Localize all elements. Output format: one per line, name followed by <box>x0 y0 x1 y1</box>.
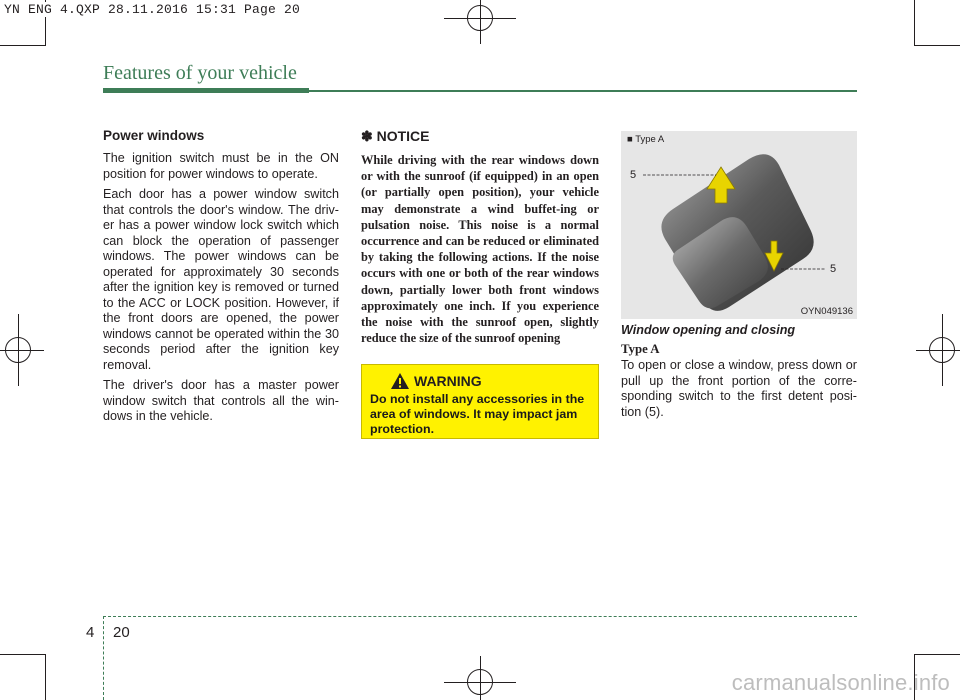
section-title: Features of your vehicle <box>103 62 297 84</box>
warning-box <box>361 364 599 439</box>
registration-cross <box>480 656 481 700</box>
figure-code: OYN049136 <box>800 306 853 317</box>
notice-heading: ✽ NOTICE <box>361 128 430 144</box>
section-heading: Power windows <box>103 128 205 143</box>
warning-text: Do not install any accessories in the area of windows. It may impact jam protection. <box>370 392 585 436</box>
callout-5-down: 5 <box>830 263 837 275</box>
crop-mark <box>45 654 46 700</box>
registration-cross <box>444 682 516 683</box>
footer-divider <box>103 616 104 700</box>
crop-mark <box>0 45 46 46</box>
window-opening-section <box>621 323 857 420</box>
window-switch-figure <box>621 131 857 319</box>
callout-5-up: 5 <box>630 169 637 181</box>
subheading: Window opening and closing <box>621 323 796 337</box>
paragraph: To open or close a window, press down or pull up the front portion of the corre-sponding switch to the first detent posi-tion (5). <box>621 358 857 419</box>
warning-title: WARNING <box>414 373 482 389</box>
notice-section <box>361 128 599 346</box>
crop-mark <box>914 0 915 46</box>
registration-cross <box>480 0 481 44</box>
header-rule-thin <box>309 90 857 92</box>
page-number: 20 <box>113 624 130 641</box>
registration-cross <box>916 350 960 351</box>
notice-text: While driving with the rear windows down or with the sunroof (if equipped) in an open (or partially open position), your vehicle may demonstrate a wind buffet-ing or pulsation noise. This noise is a normal occurrence and can be reduced or eliminated by taking the following actions. If the noise occurs with one or both of the rear windows down, partially lower both front windows approximately one inch. If you experience the noise with the sunroof open, slightly reduce the size of the sunroof opening <box>361 153 599 346</box>
print-slug: YN ENG 4.QXP 28.11.2016 15:31 Page 20 <box>4 2 301 17</box>
power-windows-section <box>103 128 339 430</box>
footer-rule <box>103 616 857 617</box>
paragraph: Each door has a power window switch that controls the door's window. The driv-er has a power window lock switch which can block the operation of passenger windows. The power windows can be operated for approximately 30 seconds after the ignition key is removed or turned to the ACC or LOCK position. However, if the front doors are opened, the power windows cannot be operated within the 30 seconds period after the ignition key removal. <box>103 187 339 372</box>
crop-mark <box>914 45 960 46</box>
warning-triangle-icon <box>390 372 410 390</box>
window-switch-illustration <box>621 131 857 319</box>
paragraph: The driver's door has a master power window switch that controls all the win-dows in the vehicle. <box>103 378 339 423</box>
paragraph: The ignition switch must be in the ON position for power windows to operate. <box>103 151 339 181</box>
registration-cross <box>444 18 516 19</box>
watermark: carmanualsonline.info <box>731 670 950 695</box>
chapter-number: 4 <box>86 624 95 641</box>
crop-mark <box>0 654 46 655</box>
header-rule <box>103 88 309 93</box>
crop-mark <box>914 654 960 655</box>
registration-cross <box>0 350 44 351</box>
type-label: Type A <box>621 342 660 356</box>
figure-type-label: ■ Type A <box>627 134 665 145</box>
